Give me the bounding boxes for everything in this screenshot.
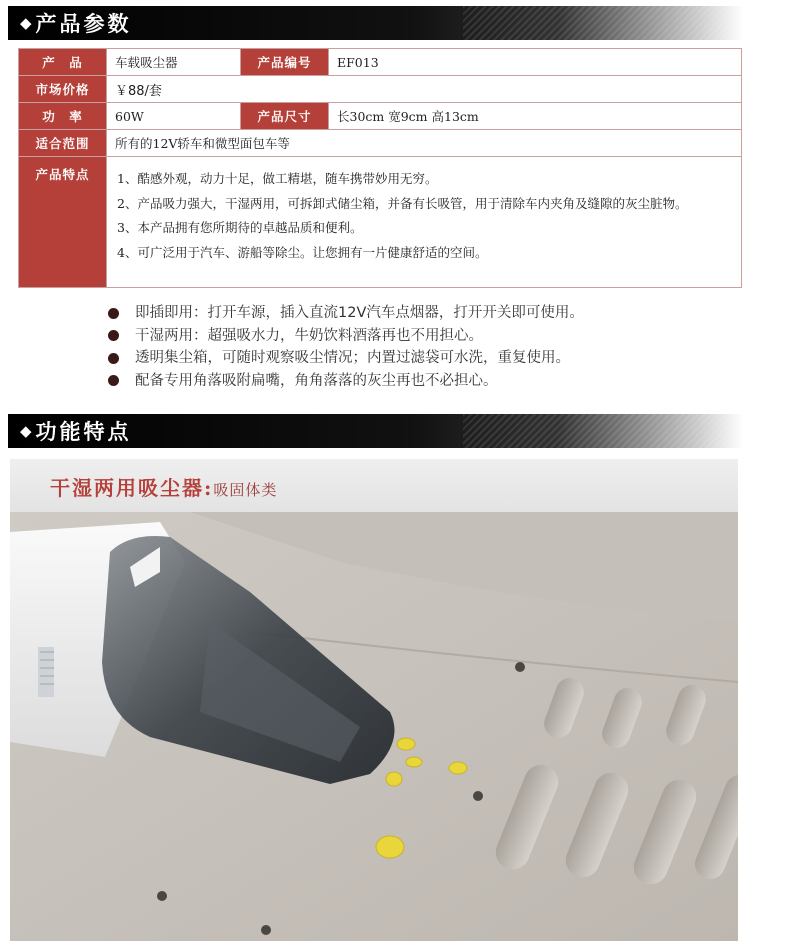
size-value: 长30cm 宽9cm 高13cm bbox=[329, 103, 742, 130]
code-value: EF013 bbox=[329, 49, 742, 76]
feature-item: 2、产品吸力强大，干湿两用，可拆卸式储尘箱，并备有长吸管，用于清除车内夹角及缝隙的灰尘脏物。 bbox=[117, 195, 688, 211]
price-label: 市场价格 bbox=[19, 76, 107, 103]
bullet-item bbox=[108, 302, 584, 325]
spec-row-price bbox=[19, 76, 742, 103]
bullet-item bbox=[108, 325, 584, 348]
feature-bullets bbox=[108, 302, 584, 392]
bullet-dot-icon bbox=[108, 330, 119, 341]
diamond-icon: ◆ bbox=[20, 14, 32, 32]
bullet-text: 配备专用角落吸附扁嘴，角角落落的灰尘再也不必担心。 bbox=[135, 372, 498, 389]
range-label: 适合范围 bbox=[19, 130, 107, 157]
power-label: 功 率 bbox=[19, 103, 107, 130]
photo-caption-bar bbox=[10, 459, 738, 512]
diamond-icon: ◆ bbox=[20, 422, 32, 440]
caption-sub: 吸固体类 bbox=[213, 481, 278, 499]
features-list bbox=[117, 167, 733, 265]
spec-table bbox=[18, 48, 742, 288]
bullet-text: 即插即用：打开车源，插入直流12V汽车点烟器，打开开关即可使用。 bbox=[135, 305, 584, 321]
bullet-text: 干湿两用：超强吸水力，牛奶饮料酒落再也不用担心。 bbox=[135, 327, 483, 344]
caption-main: 干湿两用吸尘器: bbox=[50, 476, 214, 500]
features-label: 产品特点 bbox=[19, 157, 107, 288]
stripe-decoration bbox=[463, 414, 743, 448]
spec-row-product bbox=[19, 49, 742, 76]
bullet-dot-icon bbox=[108, 353, 119, 364]
feature-item: 1、酷感外观，动力十足，做工精堪，随车携带妙用无穷。 bbox=[117, 171, 438, 186]
features-cell bbox=[107, 157, 742, 288]
range-value: 所有的12V轿车和微型面包车等 bbox=[107, 130, 742, 157]
stripe-decoration bbox=[463, 6, 743, 40]
product-value: 车载吸尘器 bbox=[107, 49, 241, 76]
section-title: 产品参数 bbox=[35, 12, 132, 36]
power-value: 60W bbox=[107, 103, 241, 130]
bullet-dot-icon bbox=[108, 308, 119, 319]
bullet-dot-icon bbox=[108, 375, 119, 386]
spec-row-range bbox=[19, 130, 742, 157]
product-label: 产 品 bbox=[19, 49, 107, 76]
feature-item: 4、可广泛用于汽车、游船等除尘。让您拥有一片健康舒适的空间。 bbox=[117, 244, 488, 260]
spec-row-features bbox=[19, 157, 742, 288]
product-photo bbox=[10, 459, 738, 941]
price-value: ￥88/套 bbox=[107, 76, 742, 103]
photo-caption bbox=[50, 472, 277, 501]
bullet-text: 透明集尘箱，可随时观察吸尘情况；内置过滤袋可水洗，重复使用。 bbox=[135, 350, 570, 366]
size-label: 产品尺寸 bbox=[241, 103, 329, 130]
section-header-functions bbox=[8, 414, 743, 448]
vacuum-on-car-mat-illustration bbox=[10, 512, 738, 941]
bullet-item bbox=[108, 347, 584, 370]
code-label: 产品编号 bbox=[241, 49, 329, 76]
spec-row-power bbox=[19, 103, 742, 130]
feature-item: 3、本产品拥有您所期待的卓越品质和便利。 bbox=[117, 220, 363, 235]
section-title: 功能特点 bbox=[35, 420, 132, 444]
bullet-item bbox=[108, 370, 584, 393]
section-header-product-params bbox=[8, 6, 743, 40]
